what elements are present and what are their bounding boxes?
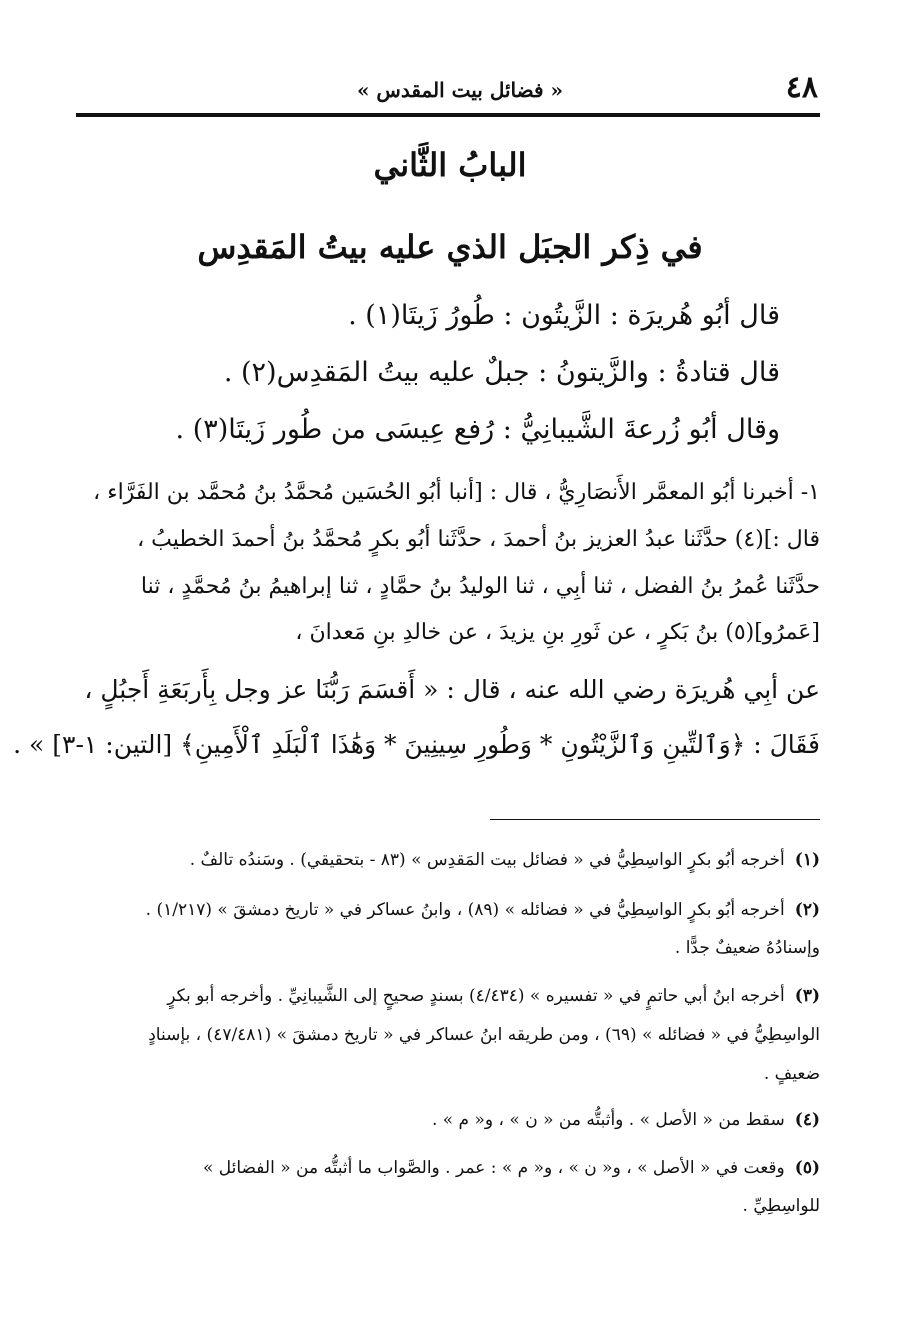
footnote-3-continuation: ضعيفٍ . bbox=[763, 1064, 820, 1084]
chapter-subtitle: في ذِكر الجبَل الذي عليه بيتُ المَقدِس bbox=[197, 228, 703, 266]
footnote-3-continuation: الواسِطِيُّ في « فضائله » (٦٩) ، ومن طريقه ابنُ عساكر في « تاريخ دمشقَ » (٤٧/٤٨١) ، بإسنادٍ bbox=[148, 1025, 820, 1045]
hadith-line-5: عن أبِي هُريرَة رضي الله عنه ، قال : « أَقسَمَ رَبُّنَا عز وجل بِأَربَعَةِ أَجبُلٍ ، bbox=[84, 675, 820, 704]
footnote-separator bbox=[490, 819, 820, 820]
hadith-line-6-quran: فَقَالَ : ﴿وَٱلتِّينِ وَٱلزَّيْتُونِ * وَطُورِ سِينِينَ * وَهَٰذَا ٱلْبَلَدِ ٱلْأَمِينِ﴾ [التين: ١-٣] » . bbox=[13, 730, 820, 759]
footnote-number: (٥) bbox=[794, 1158, 820, 1178]
footnote-text: سقط من « الأصل » . وأثبتُّه من « ن » ، و« م » . bbox=[431, 1110, 785, 1130]
page-number: ٤٨ bbox=[785, 70, 818, 105]
footnote-number: (٢) bbox=[794, 900, 820, 920]
quote-abu-zura: وقال أبُو زُرعةَ الشَّيبانِيُّ : رُفع عِيسَى من طُور زَيتَا(٣) . bbox=[175, 414, 780, 445]
hadith-line-3: حدَّثَنا عُمرُ بنُ الفضل ، ثنا أبِي ، ثنا الوليدُ بنُ حمَّادٍ ، ثنا إبراهيمُ بنُ مُحمَّدٍ ، ثنا bbox=[140, 574, 820, 599]
footnote-number: (٣) bbox=[794, 986, 820, 1006]
footnote-2 bbox=[80, 900, 820, 920]
quote-qatada: قال قتادةُ : والزَّيتونُ : جبلٌ عليه بيتُ المَقدِس(٢) . bbox=[223, 357, 780, 388]
footnote-number: (١) bbox=[794, 850, 820, 870]
footnote-5-continuation: للواسِطِيِّ . bbox=[742, 1196, 820, 1216]
running-header-title: « فضائل بيت المقدس » bbox=[356, 78, 564, 102]
hadith-line-1: ١- أخبرنا أبُو المعمَّر الأَنصَارِيُّ ، قال : [أنبا أبُو الحُسَين مُحمَّدُ بنُ مُحمَّد بن الفَرَّاء ، bbox=[93, 480, 820, 505]
footnote-1 bbox=[80, 850, 820, 870]
footnote-text: أخرجه أبُو بكرٍ الواسِطِيُّ في « فضائله » (٨٩) ، وابنُ عساكر في « تاريخ دمشقَ » (١/٢١٧) . bbox=[145, 900, 785, 920]
footnote-4 bbox=[80, 1110, 820, 1130]
footnote-number: (٤) bbox=[794, 1110, 820, 1130]
quote-abu-hurayra: قال أبُو هُريرَة : الزَّيتُون : طُورُ زَيتَا(١) . bbox=[348, 300, 780, 331]
footnote-text: وقعت في « الأصل » ، و« ن » ، و« م » : عمر . والصَّواب ما أثبتُّه من « الفضائل » bbox=[202, 1158, 785, 1178]
chapter-title: البابُ الثَّاني bbox=[373, 146, 527, 184]
hadith-line-4: [عَمرُو](٥) بنُ بَكرٍ ، عن ثَورِ بنِ يزيدَ ، عن خالدِ بنِ مَعدانَ ، bbox=[295, 620, 820, 645]
footnote-text: أخرجه ابنُ أبي حاتمٍ في « تفسيره » (٤/٤٣٤) بسندٍ صحيحٍ إلى الشَّيبانِيِّ . وأخرجه أبو بكرٍ bbox=[167, 986, 785, 1006]
header-rule bbox=[76, 113, 820, 117]
hadith-line-2: قال :](٤) حدَّثَنا عبدُ العزيز بنُ أحمدَ ، حدَّثَنا أبُو بكرٍ مُحمَّدُ بنُ أحمدَ الخطيبُ ، bbox=[137, 527, 820, 552]
footnote-text: أخرجه أبُو بكرٍ الواسِطِيُّ في « فضائل بيت المَقدِس » (٨٣ - بتحقيقي) . وسَندُه تالفٌ . bbox=[189, 850, 785, 870]
footnote-5 bbox=[80, 1158, 820, 1178]
footnote-3 bbox=[80, 986, 820, 1006]
footnote-2-continuation: وإسنادُهُ ضعيفٌ جدًّا . bbox=[674, 938, 820, 958]
